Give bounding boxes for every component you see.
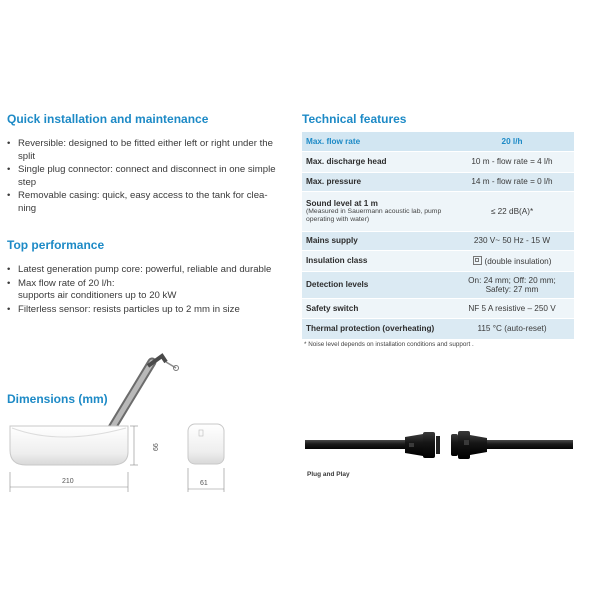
row-label: Thermal protection (overheating) — [302, 318, 450, 339]
pump-body-front — [10, 426, 128, 465]
installation-heading: Quick installation and maintenance — [7, 112, 209, 126]
pump-body-side — [188, 424, 224, 464]
technical-table — [302, 132, 574, 340]
row-value: 10 m - flow rate = 4 l/h — [450, 151, 574, 172]
row-label: Sound level at 1 m (Measured in Sauermann acoustic lab, pump operating with water) — [302, 191, 450, 231]
table-row — [302, 298, 574, 318]
row-label: Max. discharge head — [302, 151, 450, 172]
drain-tube — [112, 356, 179, 428]
row-value: 230 V~ 50 Hz - 15 W — [450, 231, 574, 250]
list-item: • Reversible: designed to be fitted either left or right under the split — [7, 138, 292, 163]
table-row — [302, 172, 574, 191]
performance-heading: Top performance — [7, 238, 105, 252]
row-label: Detection levels — [302, 271, 450, 298]
performance-list — [7, 264, 292, 317]
table-row — [302, 132, 574, 151]
table-row — [302, 271, 574, 298]
table-row — [302, 191, 574, 231]
dimensions-drawing — [0, 350, 240, 500]
table-row — [302, 250, 574, 271]
row-value: 20 l/h — [450, 132, 574, 151]
installation-list — [7, 138, 292, 217]
height-dimension-label: 66 — [153, 443, 160, 451]
row-value: (double insulation) — [450, 250, 574, 271]
plug-connector-image — [305, 420, 573, 470]
dimensions-heading: Dimensions (mm) — [7, 392, 108, 406]
table-row — [302, 231, 574, 250]
noise-footnote: * Noise level depends on installation conditions and support . — [304, 341, 474, 348]
list-item: • Removable casing: quick, easy access to the tank for clea- ning — [7, 190, 292, 215]
row-label: Insulation class — [302, 250, 450, 271]
row-value: NF 5 A resistive – 250 V — [450, 298, 574, 318]
length-dimension-label: 210 — [62, 478, 74, 485]
row-label: Max. flow rate — [302, 132, 450, 151]
row-value: 115 °C (auto-reset) — [450, 318, 574, 339]
table-row — [302, 318, 574, 339]
list-item: • Filterless sensor: resists particles up to 2 mm in size — [7, 304, 292, 317]
plug-caption: Plug and Play — [307, 471, 350, 478]
row-label: Max. pressure — [302, 172, 450, 191]
technical-heading: Technical features — [302, 112, 407, 126]
depth-dimension-label: 61 — [200, 480, 208, 487]
row-value: 14 m - flow rate = 0 l/h — [450, 172, 574, 191]
double-insulation-icon — [473, 256, 482, 265]
row-label: Safety switch — [302, 298, 450, 318]
row-value: ≤ 22 dB(A)* — [450, 191, 574, 231]
list-item: • Single plug connector: connect and disconnect in one simple step — [7, 164, 292, 189]
row-value: On: 24 mm; Off: 20 mm; Safety: 27 mm — [450, 271, 574, 298]
list-item: • Max flow rate of 20 l/h: supports air conditioners up to 20 kW — [7, 278, 292, 303]
table-row — [302, 151, 574, 172]
row-label: Mains supply — [302, 231, 450, 250]
list-item: • Latest generation pump core: powerful, reliable and durable — [7, 264, 292, 277]
